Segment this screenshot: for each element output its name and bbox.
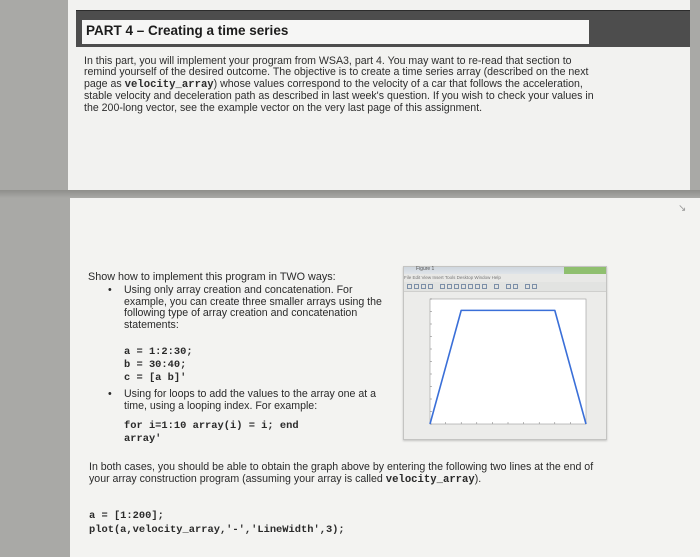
both-cases-code: velocity_array	[385, 474, 475, 486]
axes-box	[430, 299, 586, 424]
code-line-a: a = 1:2:30;	[124, 346, 193, 358]
legend-icon[interactable]	[513, 284, 518, 289]
intro-text-1: In this part, you will implement your program from WSA3, part 4. You may want to re-read that section to remind yourself of the desired outcome. The objective is to create a time series array (described on the next page as	[84, 55, 589, 90]
code-line-for: for i=1:10 array(i) = i; end	[124, 420, 299, 432]
rotate-icon[interactable]	[468, 284, 473, 289]
both-cases-text-1: In both cases, you should be able to obtain the graph above by entering the following two lines at the end of your array construction program (assuming your array is called	[89, 461, 594, 485]
code-line-array: array'	[124, 433, 162, 445]
plot-area	[404, 292, 606, 439]
link-icon[interactable]	[494, 284, 499, 289]
final-code-line-2: plot(a,velocity_array,'-','LineWidth',3);	[89, 524, 345, 536]
print-icon[interactable]	[428, 284, 433, 289]
intro-text-2: ) whose values correspond to the velocity of a car that follows the acceleration, stable velocity and deceleration path as described in last week's question. If you wish to check your values in the 200-long vector, see the example vector on the very last page of this assignment.	[84, 77, 594, 114]
new-file-icon[interactable]	[407, 284, 412, 289]
zoom-out-icon[interactable]	[454, 284, 459, 289]
bullet-1-symbol: •	[108, 284, 112, 296]
figure-toolbar	[404, 282, 606, 292]
code-line-c: c = [a b]'	[124, 372, 187, 384]
pan-icon[interactable]	[461, 284, 466, 289]
colorbar-icon[interactable]	[506, 284, 511, 289]
zoom-in-icon[interactable]	[447, 284, 452, 289]
figure-title: Figure 1	[416, 266, 435, 272]
page-corner-icon: ↘	[678, 203, 687, 214]
bullet-2-symbol: •	[108, 388, 112, 400]
pointer-icon[interactable]	[440, 284, 445, 289]
matlab-figure-window	[403, 266, 607, 440]
bullet-2-text: Using for loops to add the values to the array one at a time, using a looping index. For example:	[124, 388, 377, 412]
both-cases-paragraph	[89, 461, 604, 486]
bullet-1-text: Using only array creation and concatenation. For example, you can create three smaller arrays using the following type of array creation and concatenation statements:	[124, 284, 382, 331]
show-tools-icon[interactable]	[532, 284, 537, 289]
figure-menubar[interactable]: File Edit View Insert Tools Desktop Window Help	[404, 274, 606, 282]
instructions-title: Show how to implement this program in TWO ways:	[88, 271, 336, 283]
hide-tools-icon[interactable]	[525, 284, 530, 289]
final-code-line-1: a = [1:200];	[89, 510, 164, 522]
data-cursor-icon[interactable]	[475, 284, 480, 289]
page-gap	[0, 190, 700, 198]
intro-code: velocity_array	[124, 78, 214, 91]
brush-icon[interactable]	[482, 284, 487, 289]
intro-paragraph	[84, 56, 594, 114]
open-folder-icon[interactable]	[414, 284, 419, 289]
save-icon[interactable]	[421, 284, 426, 289]
figure-titlebar-accent	[564, 267, 606, 274]
both-cases-text-2: ).	[474, 473, 482, 485]
code-line-b: b = 30:40;	[124, 359, 187, 371]
section-title: PART 4 – Creating a time series	[82, 20, 589, 44]
